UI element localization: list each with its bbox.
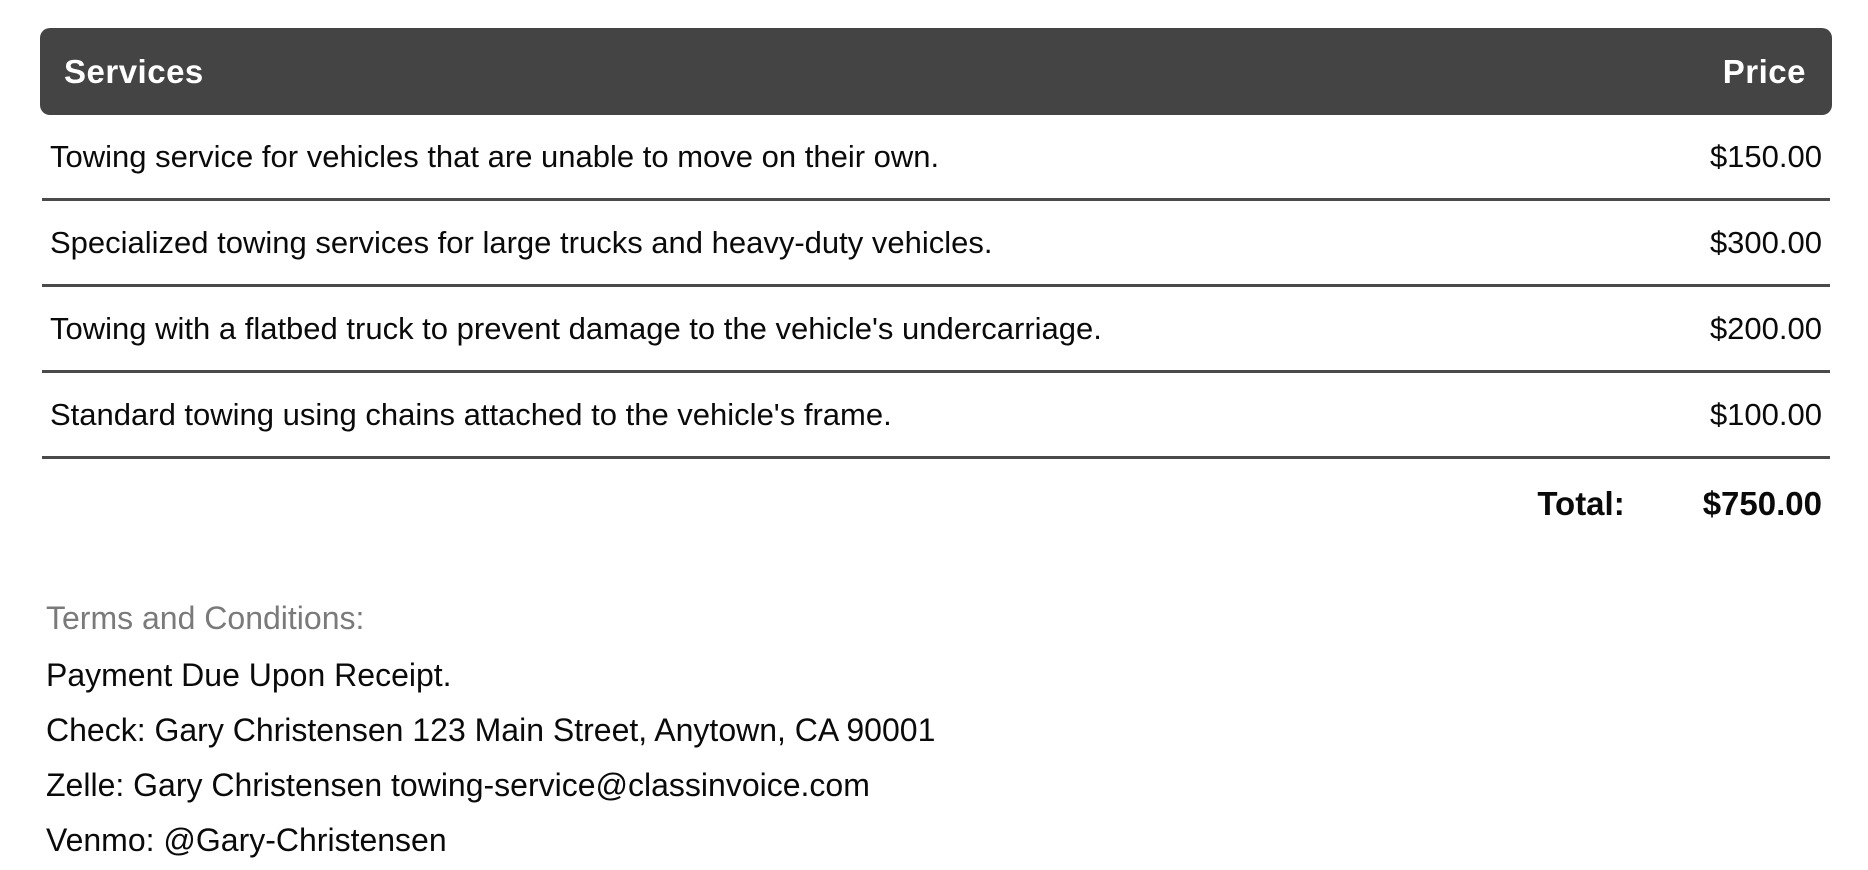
service-description: Towing service for vehicles that are unable to move on their own.	[50, 138, 940, 174]
terms-line-check: Check: Gary Christensen 123 Main Street, Anytown, CA 90001	[46, 712, 936, 748]
service-description: Specialized towing services for large trucks and heavy-duty vehicles.	[50, 224, 993, 260]
services-table	[40, 28, 1832, 549]
total-value: $750.00	[1702, 485, 1822, 522]
service-description: Standard towing using chains attached to the vehicle's frame.	[50, 396, 892, 432]
price-column-header: Price	[1722, 52, 1806, 90]
terms-heading: Terms and Conditions:	[46, 600, 365, 636]
total-label: Total:	[1537, 485, 1625, 522]
service-price: $200.00	[1709, 310, 1822, 346]
service-price: $150.00	[1709, 138, 1822, 174]
services-column-header: Services	[64, 52, 204, 90]
table-row	[42, 373, 1830, 459]
total-row	[42, 459, 1830, 549]
table-row	[42, 201, 1830, 287]
table-header-row	[40, 28, 1832, 115]
service-description: Towing with a flatbed truck to prevent damage to the vehicle's undercarriage.	[50, 310, 1102, 346]
table-row	[42, 287, 1830, 373]
terms-section	[40, 591, 1832, 868]
terms-line-venmo: Venmo: @Gary-Christensen	[46, 822, 447, 858]
service-price: $100.00	[1709, 396, 1822, 432]
terms-line-zelle: Zelle: Gary Christensen towing-service@classinvoice.com	[46, 767, 870, 803]
terms-line-payment: Payment Due Upon Receipt.	[46, 657, 452, 693]
table-row	[42, 115, 1830, 201]
service-price: $300.00	[1709, 224, 1822, 260]
